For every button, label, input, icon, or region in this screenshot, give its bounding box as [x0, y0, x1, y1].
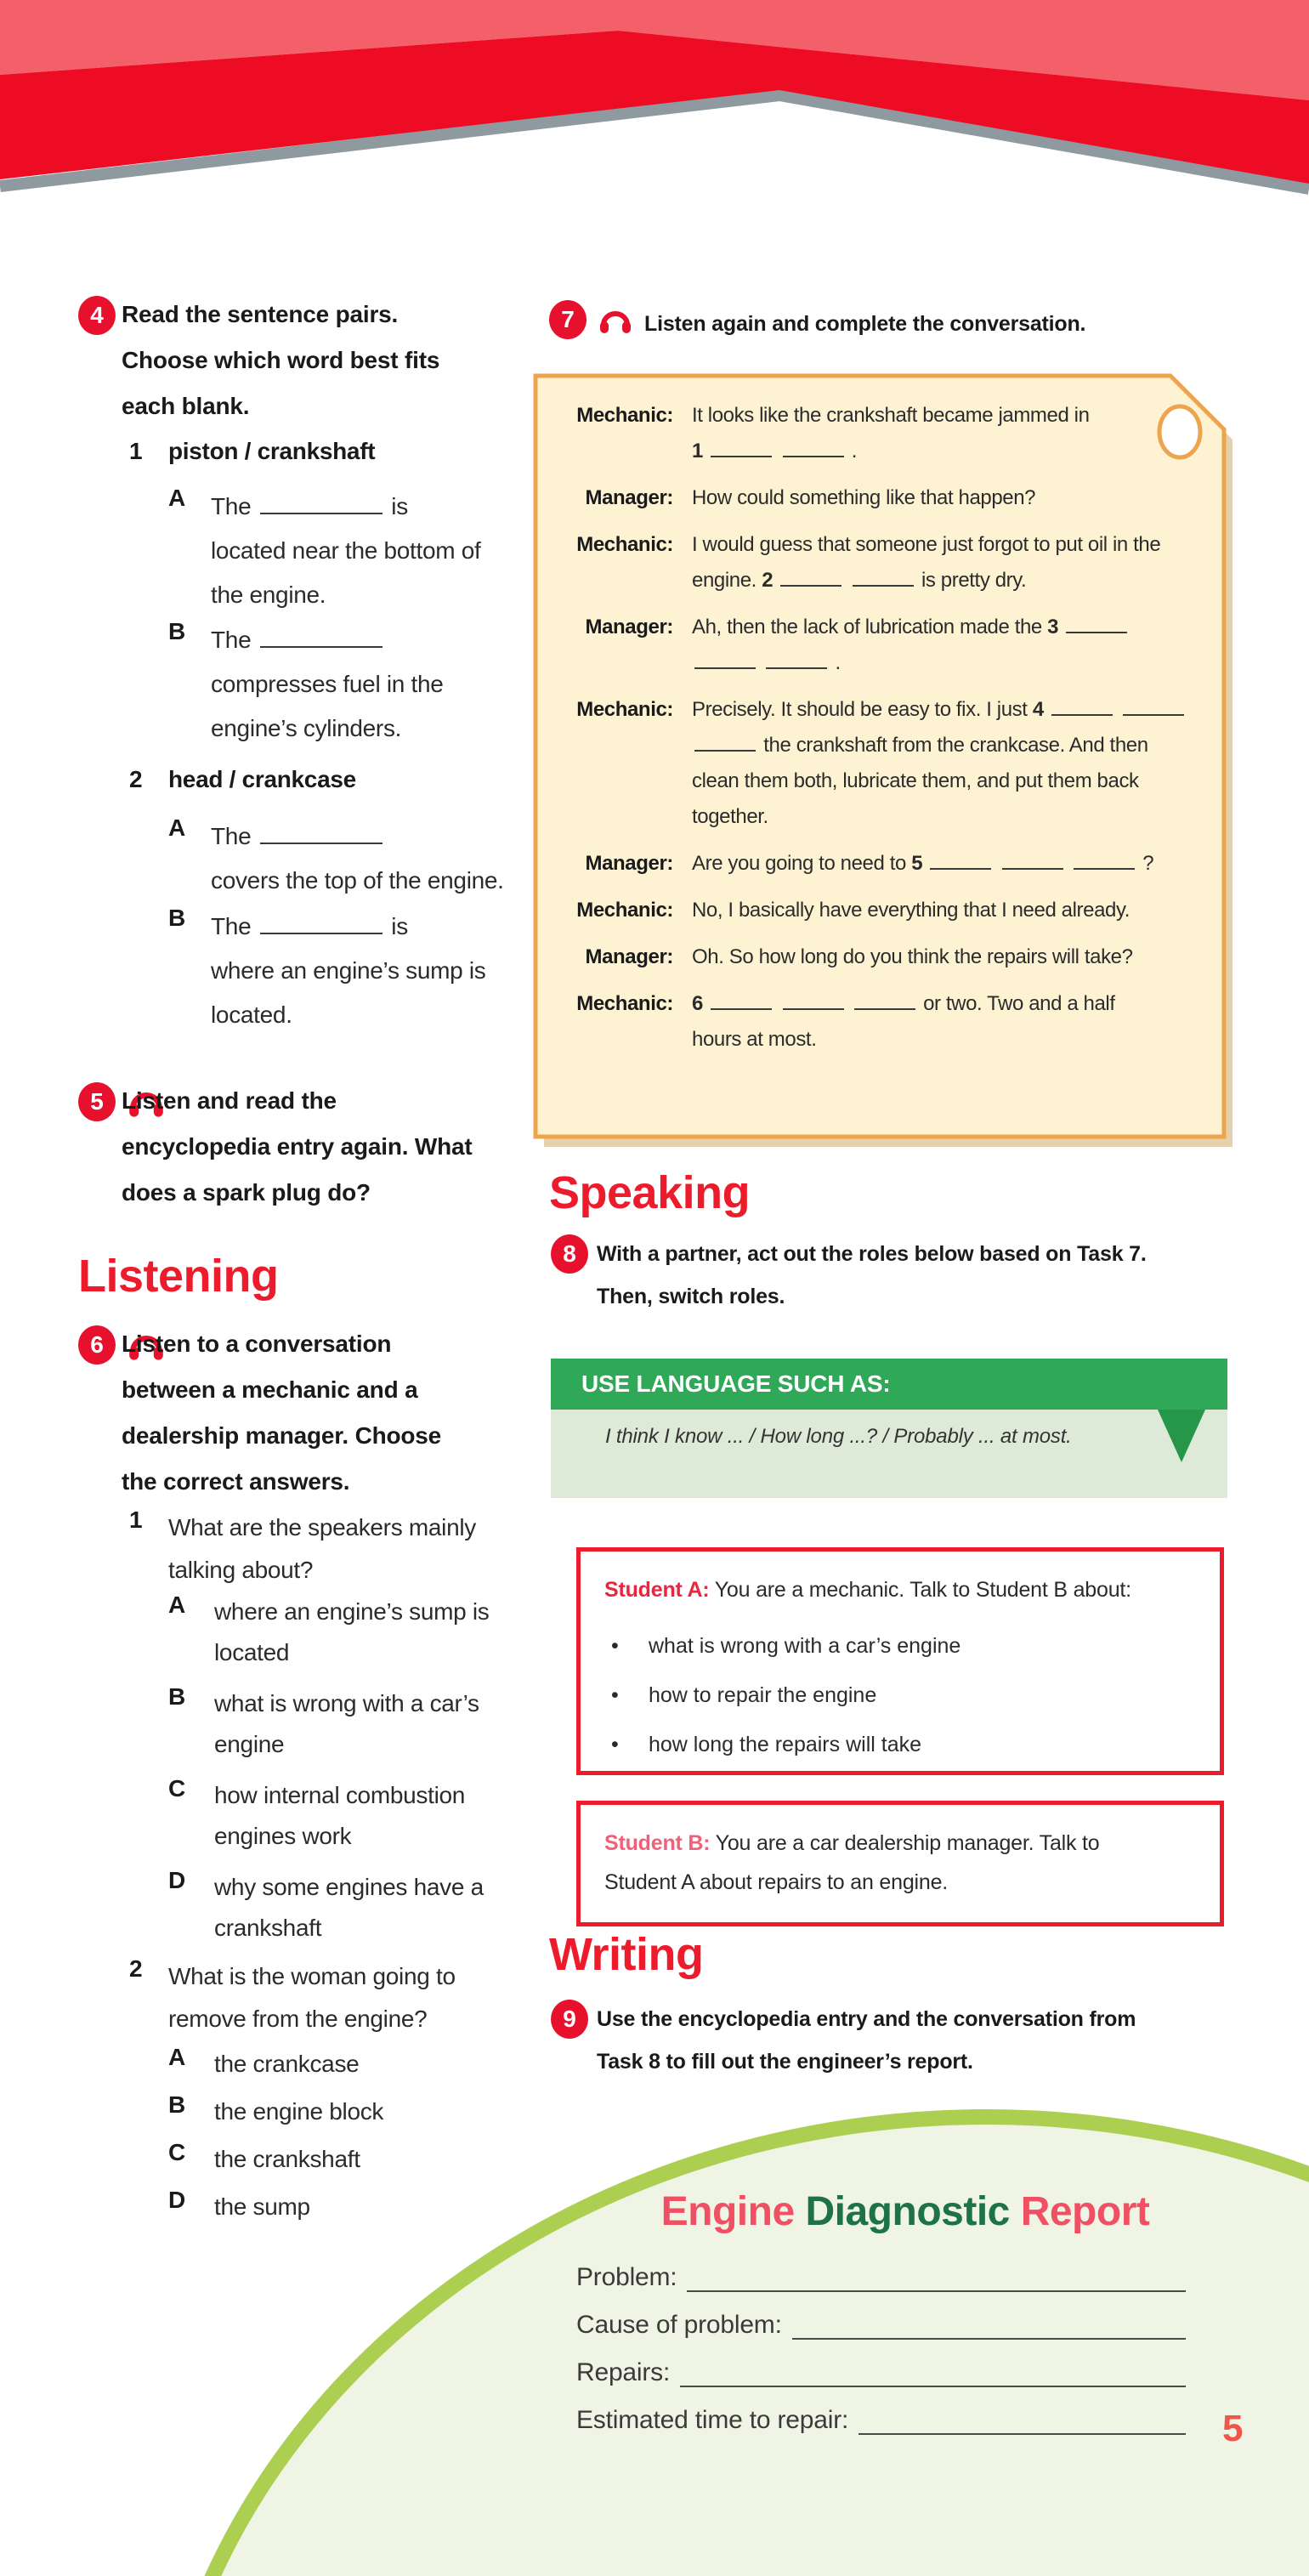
speaking-section-heading: Speaking: [549, 1167, 751, 1218]
dialogue-line: together.: [692, 805, 768, 828]
task6-question-1: 1 What are the speakers mainly talking about?: [129, 1506, 476, 1592]
bullet-text: what is wrong with a car’s engine: [649, 1634, 961, 1658]
dialogue-speaker: Mechanic:: [576, 404, 673, 427]
bullet-icon: •: [611, 1683, 619, 1707]
answer-option[interactable]: [168, 1867, 490, 1949]
student-a-label: Student A:: [604, 1578, 710, 1602]
dialogue-speaker: Mechanic:: [576, 899, 673, 922]
student-b-box: [576, 1801, 1224, 1926]
student-a-text: You are a mechanic. Talk to Student B about:: [714, 1578, 1131, 1602]
dialogue-line: the crankshaft from the crankcase. And then: [692, 728, 1222, 763]
dialogue-line: hours at most.: [692, 1028, 817, 1051]
dialogue-speaker: Mechanic:: [576, 698, 673, 721]
dialogue-line: .: [692, 645, 1222, 681]
bullet-icon: •: [611, 1733, 619, 1756]
field-label: Repairs:: [576, 2358, 671, 2386]
dialogue-line: Ah, then the lack of lubrication made the 3: [692, 610, 1222, 645]
form-row-cause: [576, 2306, 1186, 2340]
option-line: located.: [211, 1001, 292, 1028]
field-input-line[interactable]: [792, 2311, 1186, 2340]
fill-in-blank[interactable]: [694, 652, 756, 669]
notch-triangle: [1158, 1410, 1205, 1462]
dialogue-line: clean them both, lubricate them, and put them back: [692, 769, 1139, 792]
answer-option[interactable]: [168, 1683, 490, 1765]
fill-in-blank[interactable]: [783, 993, 844, 1010]
dialogue-entry: [551, 939, 1222, 975]
answer-option[interactable]: [168, 1775, 490, 1857]
dialogue-speaker: Manager:: [585, 852, 673, 875]
fill-in-blank[interactable]: [711, 440, 772, 457]
option-line: what is wrong with a car’s: [214, 1690, 479, 1716]
dialogue-entry: [551, 527, 1222, 599]
fill-in-blank[interactable]: [711, 993, 772, 1010]
student-a-box: [576, 1547, 1224, 1775]
dialogue-entry: [551, 986, 1222, 1058]
task4-item-2: [129, 766, 356, 793]
option-letter: B: [168, 2091, 185, 2118]
option-letter: C: [168, 1775, 185, 1801]
fill-in-blank[interactable]: [694, 735, 756, 752]
option-letter: A: [168, 2044, 185, 2070]
option-letter: C: [168, 2139, 185, 2165]
item-title: piston / crankshaft: [168, 438, 376, 464]
fill-in-blank[interactable]: [260, 494, 382, 514]
student-a-bullets: [604, 1621, 1196, 1769]
heading-line: between a mechanic and a: [122, 1376, 418, 1403]
report-title-word: Engine: [660, 2189, 806, 2234]
task9-badge: 9: [551, 2000, 588, 2039]
dialogue-speaker: Manager:: [585, 616, 673, 638]
dialogue-line: I would guess that someone just forgot to put oil in the: [692, 533, 1161, 556]
dialogue-line: No, I basically have everything that I need already.: [692, 899, 1130, 922]
dialogue: [551, 398, 1222, 1058]
option-line: The: [211, 618, 444, 662]
bullet-text: how long the repairs will take: [649, 1733, 921, 1756]
fill-in-blank[interactable]: [853, 570, 914, 587]
task4-option-2b: B The is where an engine’s sump is located.: [168, 905, 486, 1037]
task6-badge: 6: [78, 1325, 116, 1365]
fill-in-blank[interactable]: [260, 627, 382, 648]
task4-option-2a: A The covers the top of the engine.: [168, 814, 504, 903]
use-language-header: USE LANGUAGE SUCH AS:: [551, 1359, 1227, 1410]
option-line: where an engine’s sump is: [214, 1598, 490, 1625]
option-line: the sump: [214, 2193, 310, 2220]
heading-line: encyclopedia entry again. What: [122, 1133, 473, 1160]
fill-in-blank[interactable]: [1002, 853, 1063, 870]
option-line: the crankcase: [214, 2051, 360, 2077]
option-line: The is: [211, 913, 408, 939]
dialogue-line: Precisely. It should be easy to fix. I just 4: [692, 692, 1222, 728]
question-line: talking about?: [168, 1557, 314, 1583]
fill-in-blank[interactable]: [930, 853, 991, 870]
fill-in-blank[interactable]: [260, 914, 382, 934]
answer-option[interactable]: [168, 1592, 490, 1673]
use-language-box: [551, 1359, 1227, 1498]
report-title-word: Diagnostic: [805, 2189, 1021, 2234]
task9-heading: [597, 1998, 1136, 2083]
task5-badge: 5: [78, 1082, 116, 1121]
student-a-intro: [604, 1570, 1196, 1609]
heading-line: dealership manager. Choose: [122, 1422, 442, 1449]
dialogue-speaker: Mechanic:: [576, 533, 673, 556]
field-label: Cause of problem:: [576, 2311, 782, 2339]
task8-badge: 8: [551, 1234, 588, 1274]
option-line: the engine.: [211, 582, 326, 608]
option-letter: A: [168, 1592, 185, 1618]
bullet-text: how to repair the engine: [649, 1683, 877, 1707]
heading-line: Use the encyclopedia entry and the conversation from: [597, 2007, 1136, 2031]
student-b-label: Student B:: [604, 1831, 711, 1855]
option-letter: D: [168, 1867, 185, 1893]
task6-heading: [122, 1321, 441, 1505]
heading-line: Listen and read the: [122, 1087, 337, 1114]
dialogue-line: engine. 2 is pretty dry.: [692, 569, 1027, 592]
task5-heading: [122, 1078, 473, 1216]
field-input-line[interactable]: [858, 2406, 1186, 2435]
question-line: What is the woman going to: [168, 1963, 456, 1989]
question-line: remove from the engine?: [168, 2006, 428, 2032]
task4-item-1: [129, 438, 375, 465]
option-line: the crankshaft: [214, 2146, 360, 2172]
task6-question-2: 2 What is the woman going to remove from the engine?: [129, 1955, 456, 2040]
top-banner: [0, 0, 1309, 281]
fill-in-blank[interactable]: [260, 824, 382, 844]
fill-in-blank[interactable]: [780, 570, 842, 587]
field-input-line[interactable]: [680, 2358, 1186, 2387]
task4-option-1a: A The is located near the bottom of the engine.: [168, 485, 481, 617]
option-line: compresses fuel in the: [211, 671, 444, 697]
report-title-word: Report: [1020, 2189, 1150, 2234]
student-b-text: You are a car dealership manager. Talk to: [715, 1831, 1100, 1855]
bullet-item: [604, 1621, 1196, 1671]
bullet-item: [604, 1671, 1196, 1720]
task4-heading: [122, 292, 439, 429]
dialogue-entry: [551, 610, 1222, 681]
dialogue-entry: [551, 692, 1222, 835]
student-b-line-1: [604, 1824, 1196, 1863]
option-line: engine: [214, 1731, 285, 1757]
task4-option-1b: B The compresses fuel in the engine’s cylinders.: [168, 618, 444, 751]
task8-heading: [597, 1233, 1147, 1318]
dialogue-line: Oh. So how long do you think the repairs will take?: [692, 945, 1133, 968]
dialogue-entry: [551, 893, 1222, 928]
fill-in-blank[interactable]: [783, 440, 844, 457]
dialogue-entry: [551, 846, 1222, 882]
option-line: The is: [211, 493, 408, 519]
dialogue-entry: [551, 398, 1222, 469]
item-title: head / crankcase: [168, 766, 356, 792]
report-ellipse-shape: [153, 2117, 1309, 2576]
option-line: covers the top of the engine.: [211, 867, 504, 894]
use-language-phrases: I think I know ... / How long ...? / Probably ... at most.: [551, 1410, 1227, 1498]
dialogue-speaker: Manager:: [585, 486, 673, 509]
option-line: located near the bottom of: [211, 537, 481, 564]
heading-line: the correct answers.: [122, 1468, 350, 1495]
fill-in-blank[interactable]: [1051, 699, 1113, 716]
item-number: 1: [129, 438, 143, 464]
heading-line: Read the sentence pairs.: [122, 301, 399, 327]
option-letter: D: [168, 2187, 185, 2213]
page-number: 5: [1222, 2408, 1244, 2449]
fill-in-blank[interactable]: [766, 652, 827, 669]
report-title: [527, 2188, 1284, 2235]
writing-section-heading: Writing: [549, 1929, 704, 1980]
fill-in-blank[interactable]: [854, 993, 915, 1010]
dialogue-entry: [551, 480, 1222, 516]
student-b-line-2: Student A about repairs to an engine.: [604, 1870, 949, 1894]
dialogue-line: Are you going to need to 5 ?: [692, 852, 1154, 875]
heading-line: Task 8 to fill out the engineer’s report.: [597, 2050, 973, 2074]
option-line: where an engine’s sump is: [211, 957, 486, 984]
heading-line: Then, switch roles.: [597, 1285, 785, 1308]
option-line: The: [211, 814, 504, 859]
heading-line: Choose which word best fits: [122, 347, 440, 373]
option-line: engines work: [214, 1823, 352, 1849]
task6-question-1-options: [168, 1592, 490, 1949]
option-line: why some engines have a: [214, 1874, 484, 1900]
task4-badge: 4: [78, 296, 116, 335]
heading-line: does a spark plug do?: [122, 1179, 371, 1206]
dialogue-line: How could something like that happen?: [692, 486, 1036, 509]
bullet-icon: •: [611, 1634, 619, 1658]
fill-in-blank[interactable]: [1074, 853, 1135, 870]
dialogue-line: 6 or two. Two and a half: [692, 992, 1115, 1015]
option-line: the engine block: [214, 2098, 384, 2125]
heading-line: With a partner, act out the roles below based on Task 7.: [597, 1242, 1147, 1266]
fill-in-blank[interactable]: [1123, 699, 1184, 716]
task7-badge: 7: [549, 300, 586, 339]
dialogue-speaker: Mechanic:: [576, 992, 673, 1015]
option-letter: B: [168, 1683, 185, 1710]
bullet-item: [604, 1720, 1196, 1769]
field-label: Estimated time to repair:: [576, 2406, 849, 2434]
option-line: engine’s cylinders.: [211, 715, 402, 741]
form-row-estimated-time: [576, 2401, 1186, 2435]
field-label: Problem:: [576, 2263, 677, 2291]
field-input-line[interactable]: [687, 2263, 1186, 2292]
dialogue-line: It looks like the crankshaft became jammed in: [692, 404, 1090, 427]
form-row-repairs: [576, 2353, 1186, 2387]
listening-section-heading: Listening: [78, 1251, 279, 1302]
option-line: how internal combustion: [214, 1782, 466, 1808]
task7-heading: Listen again and complete the conversation.: [644, 312, 1086, 336]
option-line: located: [214, 1639, 290, 1665]
item-number: 2: [129, 766, 143, 792]
dialogue-speaker: Manager:: [585, 945, 673, 968]
heading-line: Listen to a conversation: [122, 1331, 392, 1357]
headphones-icon: [598, 304, 632, 335]
question-line: What are the speakers mainly: [168, 1514, 476, 1540]
option-line: crankshaft: [214, 1915, 322, 1941]
heading-line: each blank.: [122, 393, 250, 419]
fill-in-blank[interactable]: [1066, 616, 1127, 633]
dialogue-line: 1 .: [692, 440, 858, 462]
form-row-problem: [576, 2258, 1186, 2292]
